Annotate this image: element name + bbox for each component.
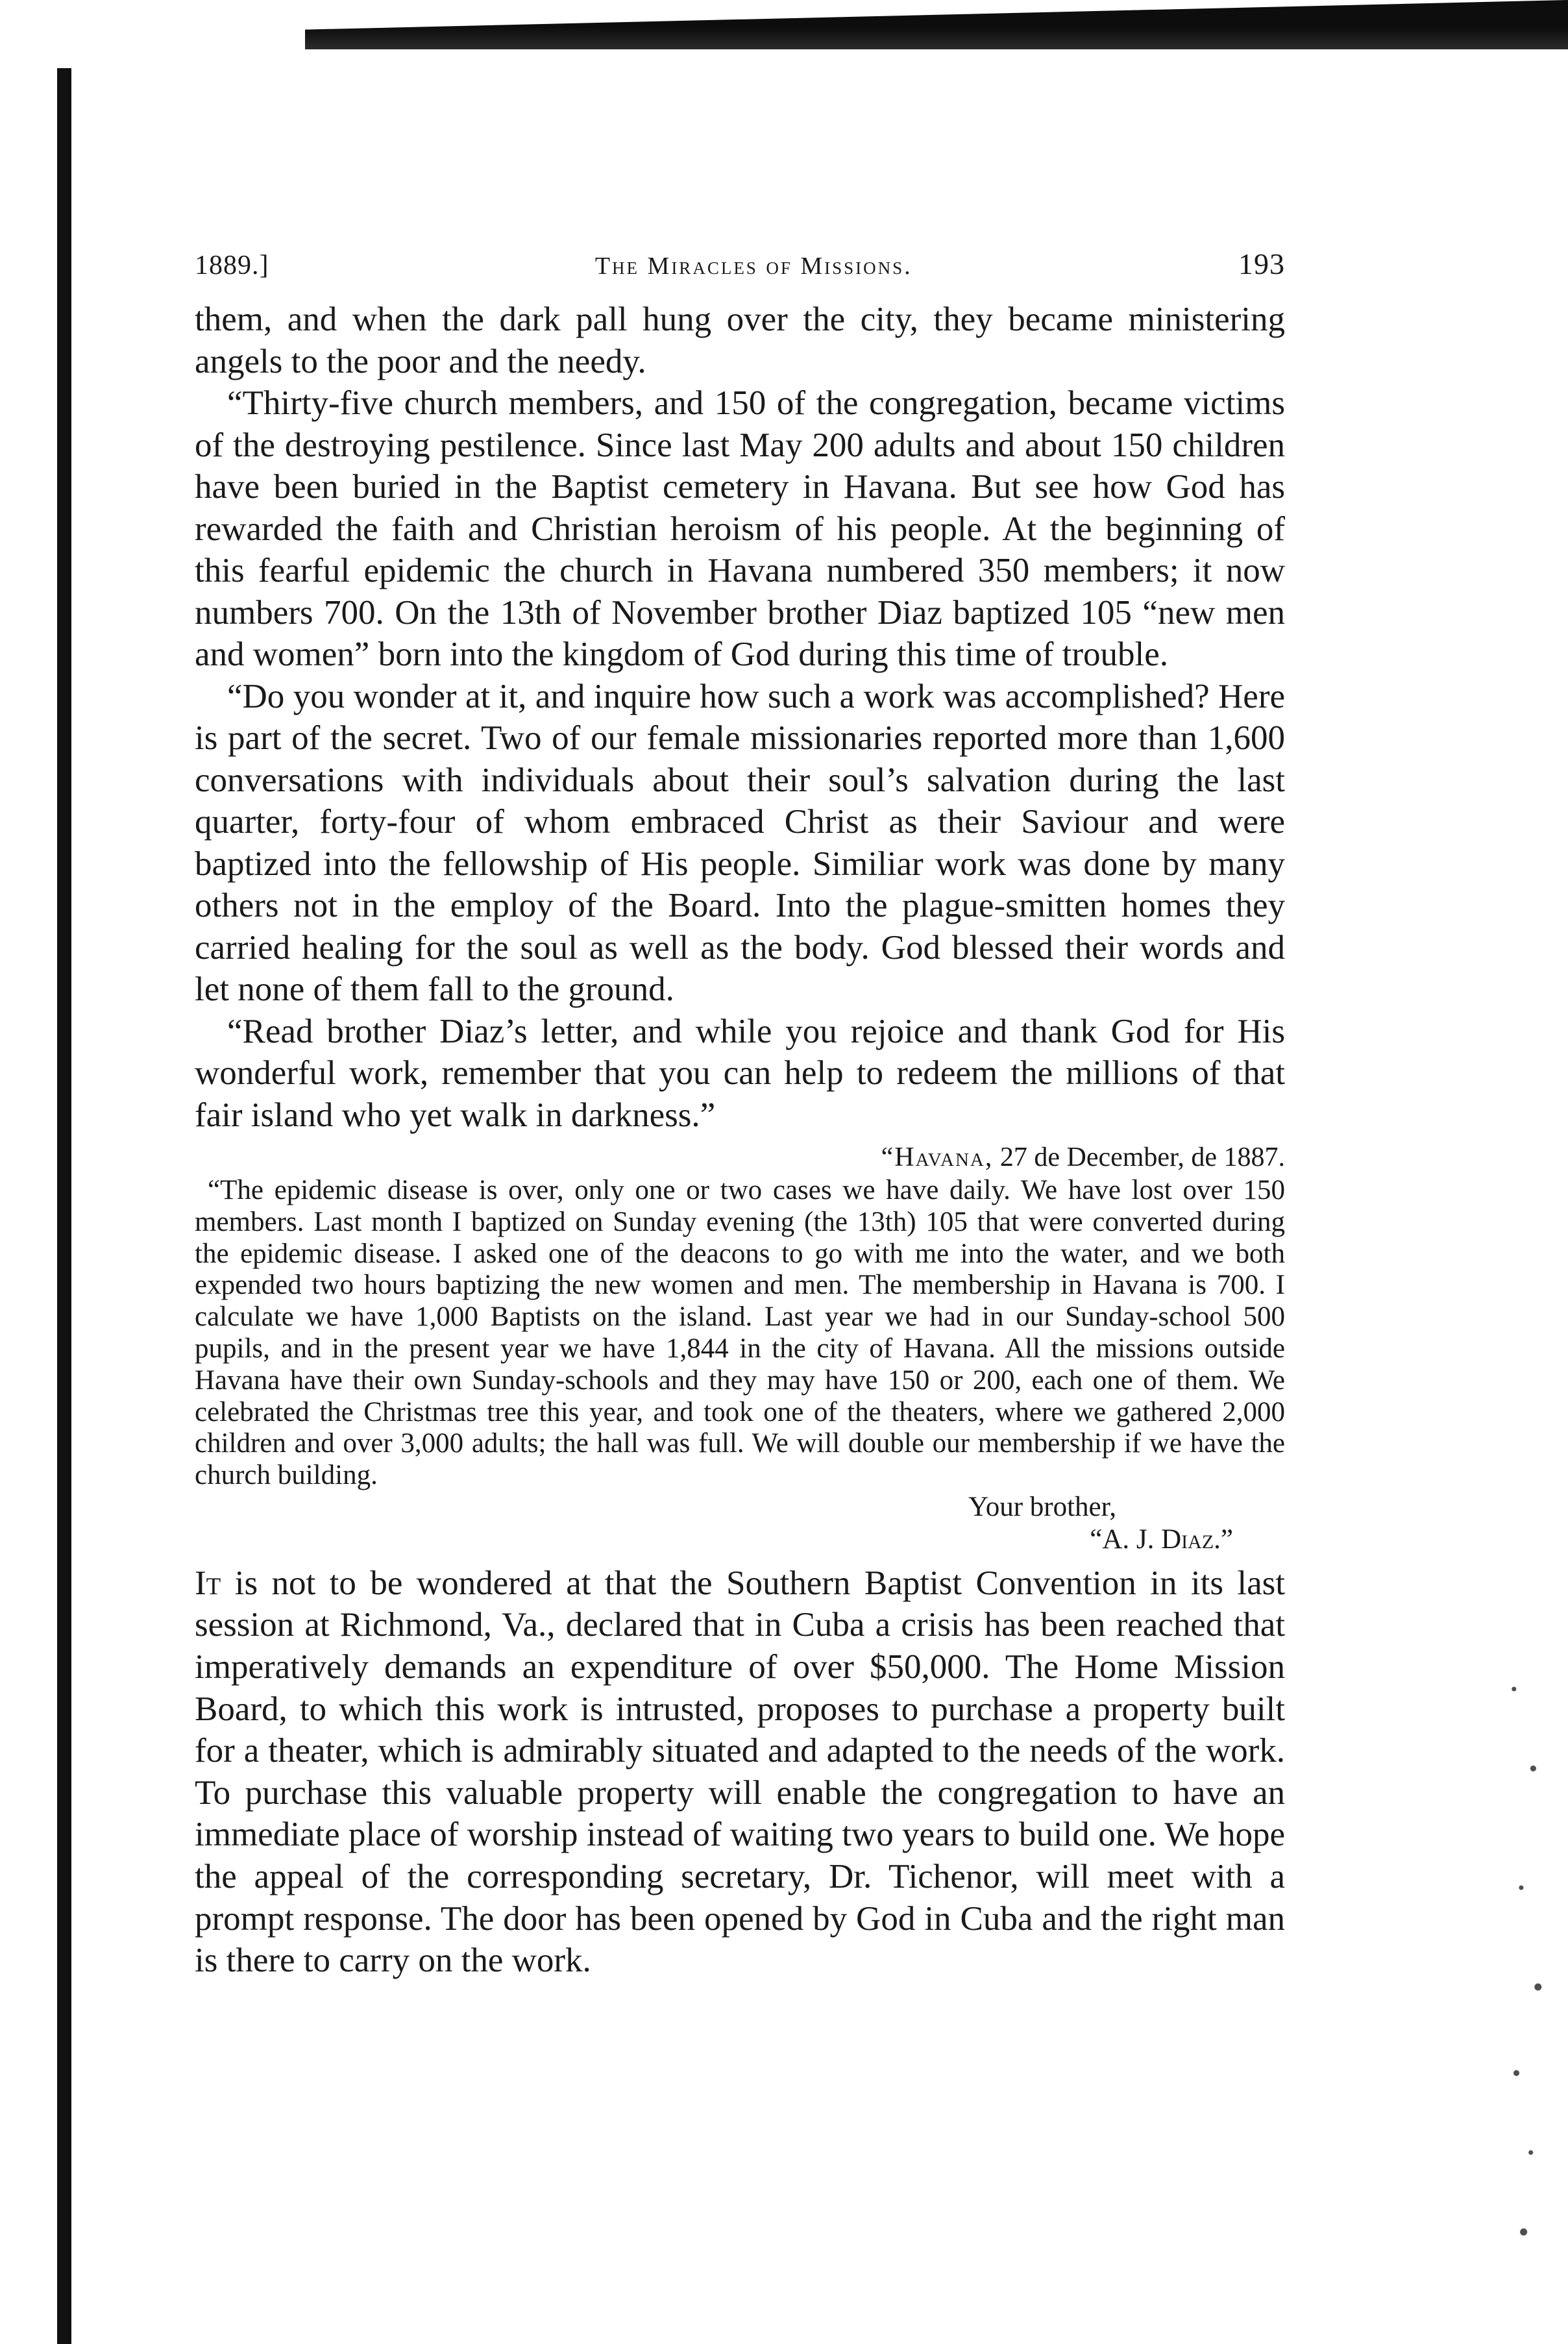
- running-head: [195, 247, 1285, 299]
- page-number: 193: [1238, 247, 1285, 280]
- paragraph: “Do you wonder at it, and inquire how such a work was accomplished? Here is part of the secret. Two of our female missionaries reported more than 1,600 conversations with individuals about their soul’s salvation during the last quarter, forty-four of whom embraced Christ as their Saviour and were baptized into the fellowship of His people. Similiar work was done by many others not in the employ of the Board. Into the plague-smitten homes they carried healing for the soul as well as the body. God blessed their words and let none of them fall to the ground.: [195, 677, 1285, 1008]
- scan-edge-left: [57, 68, 71, 2344]
- dateline-place: “Havana,: [881, 1142, 994, 1172]
- editorial-note: [195, 1562, 1285, 1982]
- letter-signature: “A. J. Diaz.”: [1090, 1524, 1233, 1555]
- scan-noise-right: [1504, 1623, 1552, 2285]
- header-title: The Miracles of Missions.: [594, 253, 913, 280]
- article-body: [195, 299, 1285, 1136]
- paragraph: them, and when the dark pall hung over the city, they became ministering angels to the poor and the needy.: [195, 301, 1285, 380]
- page: [195, 247, 1285, 1982]
- editorial-text: is not to be wondered at that the Southern Baptist Convention in its last session at Richmond, Va., declared that in Cuba a crisis has been reached that imperatively demands an expenditure of over $50,000. The Home Mission Board, to which this work is intrusted, proposes to purchase a property built for a theater, which is admirably situated and adapted to the needs of the work. To purchase this valuable property will enable the congregation to have an immediate place of worship instead of waiting two years to build one. We hope the appeal of the corresponding secretary, Dr. Tichenor, will meet with a prompt response. The door has been opened by God in Cuba and the right man is there to carry on the work.: [195, 1564, 1286, 1980]
- editorial-paragraph: [195, 1562, 1285, 1982]
- scan-edge-top: [305, 0, 1568, 49]
- paragraph: “Read brother Diaz’s letter, and while you rejoice and thank God for His wonderful work, remember that you can help to redeem the millions of that fair island who yet walk in darkness.”: [195, 1012, 1285, 1134]
- paragraph: “Thirty-five church members, and 150 of the congregation, became victims of the destroying pestilence. Since last May 200 adults and about 150 children have been buried in the Baptist cemetery in Havana. But see how God has rewarded the faith and Christian heroism of his people. At the beginning of this fearful epidemic the church in Havana numbered 350 members; it now numbers 700. On the 13th of November brother Diaz baptized 105 “new men and women” born into the kingdom of God during this time of trouble.: [195, 384, 1285, 673]
- header-year: 1889.]: [195, 251, 269, 280]
- letter-closing-row: [195, 1492, 1285, 1524]
- letter-body: “The epidemic disease is over, only one or two cases we have daily. We have lost over 150 members. Last month I baptized on Sunday evening (the 13th) 105 that were converted during the epidemic disease. I asked one of the deacons to go with me into the water, and we both expended two hours baptizing the new women and men. The membership in Havana is 700. I calculate we have 1,000 Baptists on the island. Last year we had in our Sunday-school 500 pupils, and in the present year we have 1,844 in the city of Havana. All the missions outside Havana have their own Sunday-schools and they may have 150 or 200, each one of them. We celebrated the Christmas tree this year, and took one of the theaters, where we gathered 2,000 children and over 3,000 adults; the hall was full. We will double our membership if we have the church building.: [195, 1175, 1285, 1491]
- letter-closing: Your brother,: [968, 1491, 1116, 1522]
- dateline-date: 27 de December, de 1887.: [999, 1142, 1285, 1172]
- letter-dateline: [195, 1140, 1285, 1175]
- quoted-letter: [195, 1175, 1285, 1556]
- editorial-lead: It: [195, 1564, 221, 1602]
